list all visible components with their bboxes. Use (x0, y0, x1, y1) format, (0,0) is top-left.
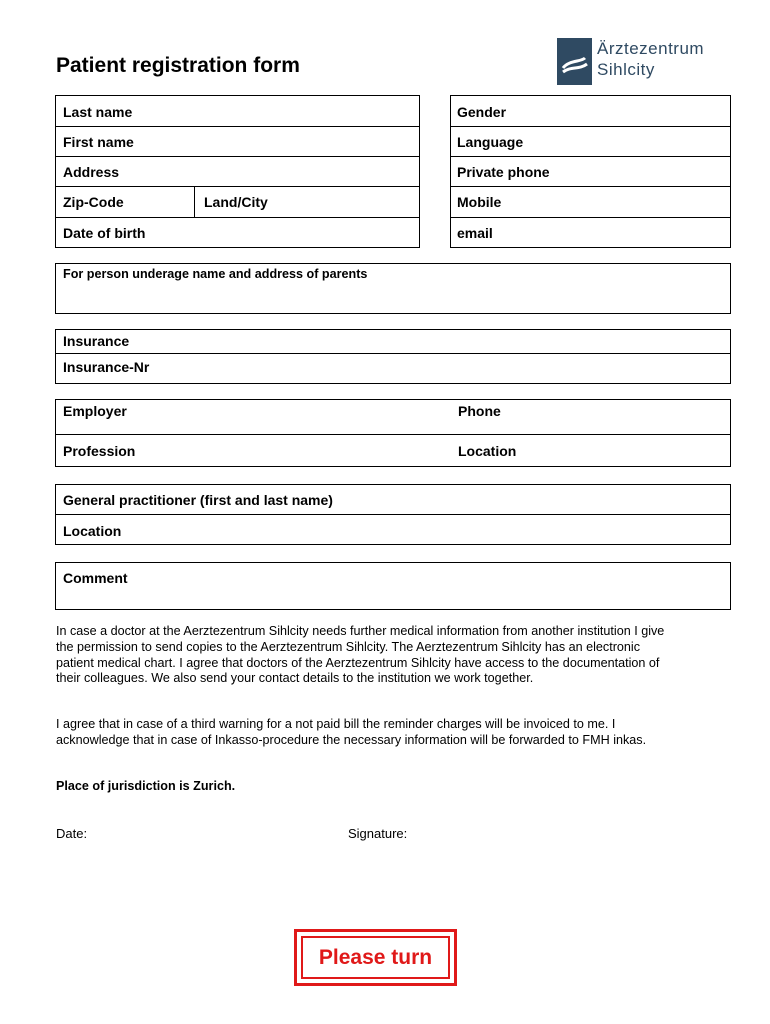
jurisdiction-text: Place of jurisdiction is Zurich. (56, 779, 236, 793)
general-practitioner-field[interactable]: General practitioner (first and last name) (63, 492, 333, 508)
language-field[interactable]: Language (457, 134, 524, 150)
please-turn-text: Please turn (301, 936, 450, 979)
mobile-field[interactable]: Mobile (457, 194, 502, 210)
address-field[interactable]: Address (63, 164, 120, 180)
logo-mark-icon (557, 38, 592, 85)
phone-field[interactable]: Phone (458, 403, 501, 419)
general-practitioner-table (55, 484, 731, 545)
billing-paragraph: I agree that in case of a third warning for a not paid bill the reminder charges will be invoiced to me. I acknowledge that in case of Inkasso-procedure the necessary information will be forwarded to FMH inkas. (56, 717, 647, 747)
page-title: Patient registration form (56, 54, 300, 77)
comment-label: Comment (63, 570, 128, 586)
insurance-field[interactable]: Insurance (63, 333, 130, 349)
underage-label: For person underage name and address of parents (63, 267, 368, 281)
underage-parents-field[interactable] (55, 263, 731, 314)
location-field[interactable]: Location (458, 443, 517, 459)
signature-label[interactable]: Signature: (348, 826, 408, 841)
personal-details-table (55, 95, 420, 248)
employment-table (55, 399, 731, 467)
zip-code-field[interactable]: Zip-Code (63, 194, 124, 210)
gp-location-field[interactable]: Location (63, 523, 122, 539)
employer-field[interactable]: Employer (63, 403, 127, 419)
logo-text-line2: Sihlcity (597, 60, 655, 79)
insurance-nr-field[interactable]: Insurance-Nr (63, 359, 150, 375)
email-field[interactable]: email (457, 225, 493, 241)
profession-field[interactable]: Profession (63, 443, 136, 459)
last-name-field[interactable]: Last name (63, 104, 133, 120)
land-city-field[interactable]: Land/City (204, 194, 268, 210)
contact-details-table (450, 95, 731, 248)
comment-field[interactable] (55, 562, 731, 610)
private-phone-field[interactable]: Private phone (457, 164, 550, 180)
insurance-table (55, 329, 731, 384)
please-turn-box (294, 929, 457, 986)
logo-text-line1: Ärztezentrum (597, 39, 705, 58)
date-label[interactable]: Date: (56, 826, 88, 841)
logo (557, 38, 727, 86)
first-name-field[interactable]: First name (63, 134, 134, 150)
gender-field[interactable]: Gender (457, 104, 507, 120)
date-of-birth-field[interactable]: Date of birth (63, 225, 146, 241)
permission-paragraph: In case a doctor at the Aerztezentrum Sihlcity needs further medical information from another institution I give the permission to send copies to the Aerztezentrum Sihlcity. The Aerztezentrum Sihlcity has an electronic patient medical chart. I agree that doctors of the Aerztezentrum Sihlcity have access to the documentation of their colleagues. We also send your contact details to the institution we work together. (56, 624, 665, 686)
